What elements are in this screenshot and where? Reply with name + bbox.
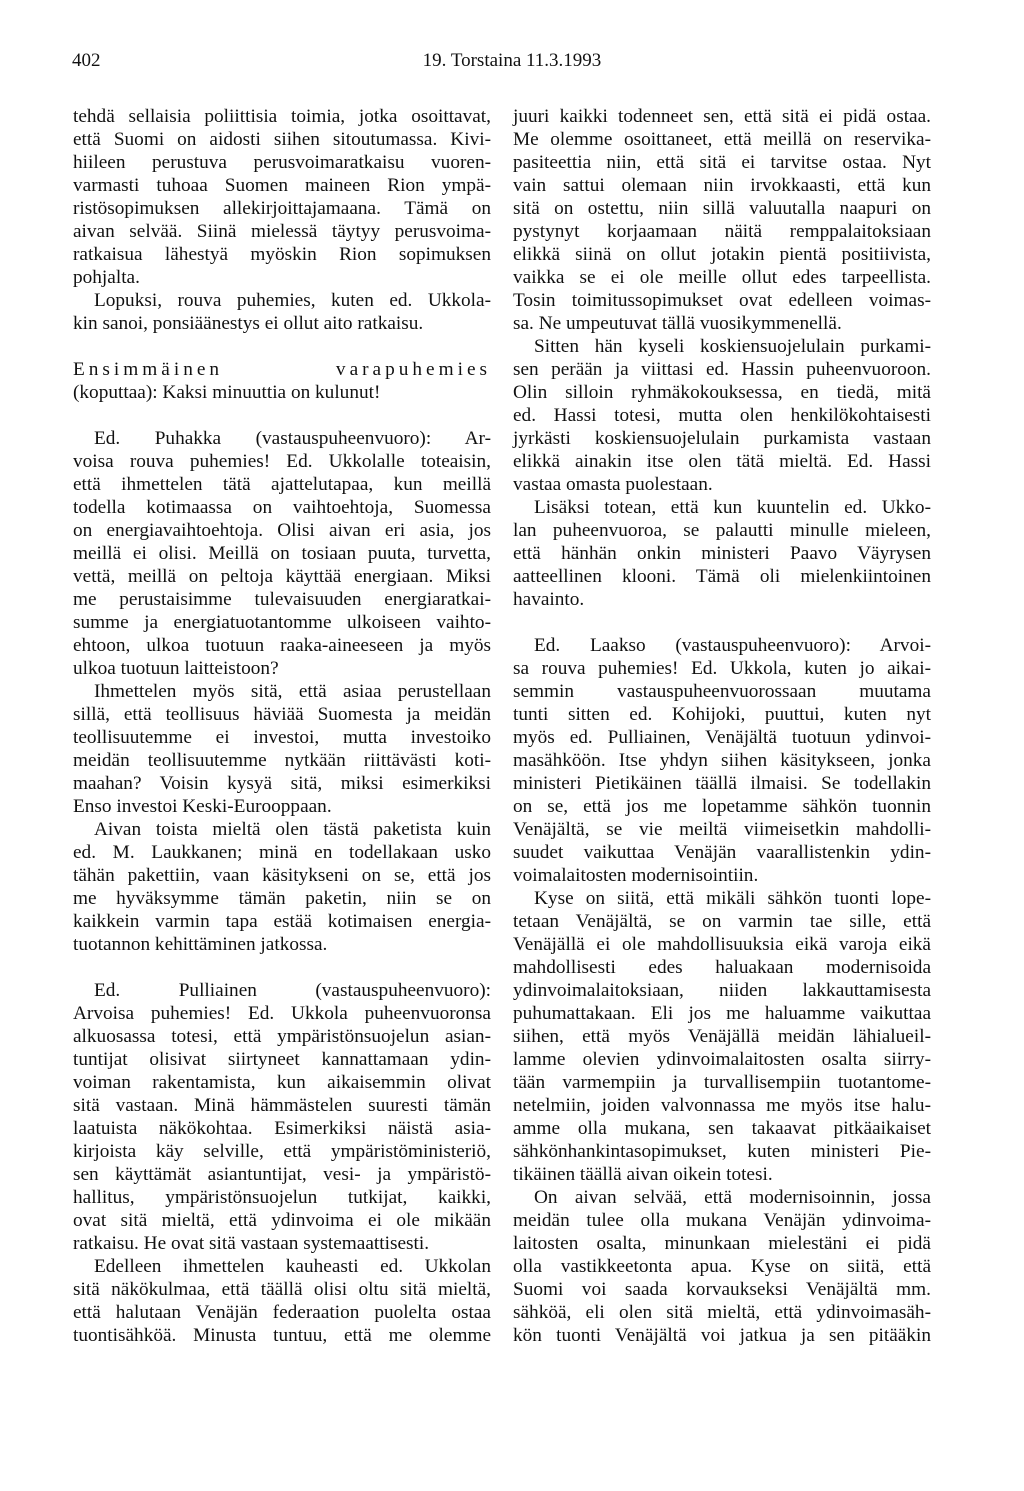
text-line: Aivan toista mieltä olen tästä paketista kuin bbox=[94, 819, 491, 840]
paragraph-gap bbox=[73, 404, 491, 427]
text-line: juuri kaikki todenneet sen, että sitä ei pidä ostaa. bbox=[513, 106, 931, 127]
text-line: tehdä sellaisia poliittisia toimia, jotka osoittavat, bbox=[73, 106, 491, 127]
text-line: kin sanoi, ponsiäänestys ei ollut aito ratkaisu. bbox=[73, 313, 424, 334]
text-line: elikkä ainakin itse olen tätä mieltä. Ed. Hassi bbox=[513, 451, 931, 472]
text-line: voiman rakentamista, kun aikaisemmin olivat bbox=[73, 1072, 491, 1093]
text-line: Venäjältä, se vie meiltä viimeisetkin mahdolli- bbox=[513, 819, 931, 840]
text-line: tunti sitten ed. Kohijoki, puuttui, kuten nyt bbox=[513, 704, 931, 725]
text-line: ovat sitä mieltä, että ydinvoima ei ole mikään bbox=[73, 1210, 491, 1231]
text-line: sillä, että teollisuus häviää Suomesta ja meidän bbox=[73, 704, 491, 725]
text-line: hiileen perustuva perusvoimaratkaisu vuoren- bbox=[73, 152, 491, 173]
text-line: että hänhän onkin ministeri Paavo Väyrysen bbox=[513, 543, 931, 564]
text-line: tuntijat olisivat siirtyneet kannattamaan ydin- bbox=[73, 1049, 491, 1070]
text-line: siihen, että myös Venäjällä meidän lähialueil- bbox=[513, 1026, 931, 1047]
text-line: tetaan Venäjältä, se on varmin tae sille, että bbox=[513, 911, 931, 932]
text-line: ed. Hassi totesi, mutta olen henkilökohtaisesti bbox=[513, 405, 931, 426]
text-line: kön tuonti Venäjältä voi jatkua ja sen pitääkin bbox=[513, 1325, 931, 1346]
text-line: vain sattui olemaan niin irvokkaasti, että kun bbox=[513, 175, 931, 196]
text-line: (koputtaa): Kaksi minuuttia on kulunut! bbox=[73, 382, 381, 403]
text-line: On aivan selvää, että modernisoinnin, jossa bbox=[534, 1187, 931, 1208]
text-line: lan puheenvuoroa, se palautti minulle mieleen, bbox=[513, 520, 931, 541]
text-line: sen käyttämät asiantuntijat, vesi- ja ympäristö- bbox=[73, 1164, 491, 1185]
text-line: ratkaisua lähestyä myöskin Rion sopimuksen bbox=[73, 244, 491, 265]
text-line: Venäjällä ei ole mahdollisuuksia eikä varoja eikä bbox=[513, 934, 931, 955]
text-line: ydinvoimalaitoksiaan, niiden lakkauttamisesta bbox=[513, 980, 931, 1001]
text-line: Ensimmäinen varapuhemies bbox=[73, 359, 491, 380]
text-line: ed. M. Laukkanen; minä en todellakaan usko bbox=[73, 842, 491, 863]
text-line: laitosten osalta, minunkaan mielestäni ei pidä bbox=[513, 1233, 931, 1254]
text-line: puhumattakaan. Eli jos me haluamme vaikuttaa bbox=[513, 1003, 931, 1024]
text-line: kirjoista käy selville, että ympäristöministeriö, bbox=[73, 1141, 491, 1162]
text-line: meidän tulee olla mukana Venäjän ydinvoima- bbox=[513, 1210, 931, 1231]
text-line: amme olla mukana, sen takaavat pitkäaikaiset bbox=[513, 1118, 931, 1139]
text-line: Ed. Puhakka (vastauspuheenvuoro): Ar- bbox=[94, 428, 491, 449]
text-line: Olin silloin ryhmäkokouksessa, en tiedä, mitä bbox=[513, 382, 931, 403]
text-line: netelmiin, joiden valvonnassa me myös itse halu- bbox=[513, 1095, 931, 1116]
text-line: semmin vastauspuheenvuorossaan muutama bbox=[513, 681, 931, 702]
text-line: pasiteettia niin, että sitä ei tarvitse ostaa. Nyt bbox=[513, 152, 931, 173]
paragraph-gap bbox=[513, 611, 931, 634]
page-number: 402 bbox=[72, 50, 101, 71]
running-head: 19. Torstaina 11.3.1993 bbox=[422, 50, 602, 71]
text-line: vettä, meillä on peltoja käyttää energiaan. Miksi bbox=[73, 566, 491, 587]
text-line: jyrkästi koskiensuojelulain purkamista vastaan bbox=[513, 428, 931, 449]
text-line: sähköä, eli olen sitä mieltä, että ydinvoimasäh- bbox=[513, 1302, 931, 1323]
text-line: ulkoa tuotuun laitteistoon? bbox=[73, 658, 279, 679]
paragraph-gap bbox=[73, 956, 491, 979]
text-line: kaikkein varmin tapa estää kotimaisen energia- bbox=[73, 911, 491, 932]
text-line: Edelleen ihmettelen kauheasti ed. Ukkolan bbox=[94, 1256, 491, 1277]
text-line: sa. Ne umpeutuvat tällä vuosikymmenellä. bbox=[513, 313, 842, 334]
text-line: vastaa omasta puolestaan. bbox=[513, 474, 713, 495]
text-line: ratkaisu. He ovat sitä vastaan systemaattisesti. bbox=[73, 1233, 430, 1254]
text-line: Ed. Pulliainen (vastauspuheenvuoro): bbox=[94, 980, 491, 1001]
text-line: Ihmettelen myös sitä, että asiaa perustellaan bbox=[94, 681, 491, 702]
text-line: Sitten hän kyseli koskiensuojelulain purkami- bbox=[534, 336, 931, 357]
text-line: ministeri Pietikäinen täällä ilmaisi. Se todellakin bbox=[513, 773, 931, 794]
text-line: lamme olevien ydinvoimalaitosten osalta siirry- bbox=[513, 1049, 931, 1070]
text-line: teollisuutemme ei investoi, mutta investoiko bbox=[73, 727, 491, 748]
text-line: Lopuksi, rouva puhemies, kuten ed. Ukkola- bbox=[94, 290, 491, 311]
text-line: Suomi voi saada korvaukseksi Venäjältä mm. bbox=[513, 1279, 931, 1300]
paragraph-gap bbox=[73, 335, 491, 358]
text-line: ehtoon, ulkoa tuotuun raaka-aineeseen ja myös bbox=[73, 635, 491, 656]
text-line: summe ja energiatuotantomme ulkoiseen vaihto- bbox=[73, 612, 491, 633]
text-line: voimalaitosten modernisointiin. bbox=[513, 865, 759, 886]
text-line: tikäinen täällä aivan oikein totesi. bbox=[513, 1164, 773, 1185]
text-line: voisa rouva puhemies! Ed. Ukkolalle toteaisin, bbox=[73, 451, 491, 472]
text-line: tuotannon kehittäminen jatkossa. bbox=[73, 934, 328, 955]
text-line: myös ed. Pulliainen, Venäjältä tuotuun ydinvoi- bbox=[513, 727, 931, 748]
text-line: sitä on ostettu, niin sillä valuutalla naapuri on bbox=[513, 198, 931, 219]
text-line: aatteellinen klooni. Tämä oli mielenkiintoinen bbox=[513, 566, 931, 587]
text-line: hallitus, ympäristönsuojelun tutkijat, kaikki, bbox=[73, 1187, 491, 1208]
text-line: mahdollisesti edes haluakaan modernisoida bbox=[513, 957, 931, 978]
text-line: laatuista näkökohtaa. Esimerkiksi näistä asia- bbox=[73, 1118, 491, 1139]
text-line: sen perään ja viittasi ed. Hassin puheenvuoroon. bbox=[513, 359, 931, 380]
text-line: aivan selvää. Siinä mielessä täytyy perusvoima- bbox=[73, 221, 491, 242]
text-line: Arvoisa puhemies! Ed. Ukkola puheenvuoronsa bbox=[73, 1003, 491, 1024]
text-line: me perustaisimme tulevaisuuden energiaratkai- bbox=[73, 589, 491, 610]
text-line: meillä ei olisi. Meillä on tosiaan puuta, turvetta, bbox=[73, 543, 491, 564]
text-line: että halutaan Venäjän federaation puolelta ostaa bbox=[73, 1302, 491, 1323]
text-line: on energiavaihtoehtoja. Olisi aivan eri asia, jos bbox=[73, 520, 491, 541]
text-line: tään varmempiin ja turvallisempiin tuotantome- bbox=[513, 1072, 931, 1093]
text-line: sähkönhankintasopimukset, kuten ministeri Pie- bbox=[513, 1141, 931, 1162]
text-line: Enso investoi Keski-Eurooppaan. bbox=[73, 796, 332, 817]
text-line: on se, että jos me lopetamme sähkön tuonnin bbox=[513, 796, 931, 817]
text-line: varmasti tuhoaa Suomen maineen Rion ympä- bbox=[73, 175, 491, 196]
text-line: Kyse on siitä, että mikäli sähkön tuonti lope- bbox=[534, 888, 931, 909]
text-line: sitä näkökulmaa, että täällä olisi oltu sitä mieltä, bbox=[73, 1279, 491, 1300]
text-line: sa rouva puhemies! Ed. Ukkola, kuten jo aikai- bbox=[513, 658, 931, 679]
text-line: masähköön. Itse yhdyn siihen käsitykseen, jonka bbox=[513, 750, 931, 771]
text-line: suudet vaikuttaa Venäjän vaarallistenkin ydin- bbox=[513, 842, 931, 863]
text-line: vaikka se ei ole meille ollut edes tarpeellista. bbox=[513, 267, 931, 288]
text-line: Tosin toimitussopimukset ovat edelleen voimas- bbox=[513, 290, 931, 311]
text-line: tähän pakettiin, vaan käsitykseni on se, että jos bbox=[73, 865, 491, 886]
text-line: Me olemme osoittaneet, että meillä on reservika- bbox=[513, 129, 931, 150]
text-line: me hyväksymme tämän paketin, niin se on bbox=[73, 888, 491, 909]
text-line: elikkä siinä on ollut jotakin pientä positiivista, bbox=[513, 244, 931, 265]
text-line: meidän teollisuutemme nytkään riittävästi koti- bbox=[73, 750, 491, 771]
text-line: Lisäksi totean, että kun kuuntelin ed. Ukko- bbox=[534, 497, 931, 518]
text-line: alkuosassa totesi, että ympäristönsuojelun asian- bbox=[73, 1026, 491, 1047]
text-line: olla vastikkeetonta apua. Kyse on siitä, että bbox=[513, 1256, 931, 1277]
text-line: pystynyt korjaamaan näitä remppalaitoksiaan bbox=[513, 221, 931, 242]
text-line: sitä vastaan. Minä hämmästelen suuresti tämän bbox=[73, 1095, 491, 1116]
text-line: pohjalta. bbox=[73, 267, 140, 288]
text-line: maahan? Voisin kysyä sitä, miksi esimerkiksi bbox=[73, 773, 491, 794]
text-line: että ihmettelen tätä ajattelutapaa, kun meillä bbox=[73, 474, 491, 495]
text-line: Ed. Laakso (vastauspuheenvuoro): Arvoi- bbox=[534, 635, 931, 656]
right-column bbox=[513, 105, 931, 1347]
text-line: havainto. bbox=[513, 589, 585, 610]
text-line: todella kotimaassa on vaihtoehtoja, Suomessa bbox=[73, 497, 491, 518]
text-line: ristösopimuksen allekirjoittajamaana. Tämä on bbox=[73, 198, 491, 219]
text-line: tuontisähköä. Minusta tuntuu, että me olemme bbox=[73, 1325, 491, 1346]
text-line: että Suomi on aidosti siihen sitoutumassa. Kivi- bbox=[73, 129, 491, 150]
left-column bbox=[73, 105, 491, 1347]
